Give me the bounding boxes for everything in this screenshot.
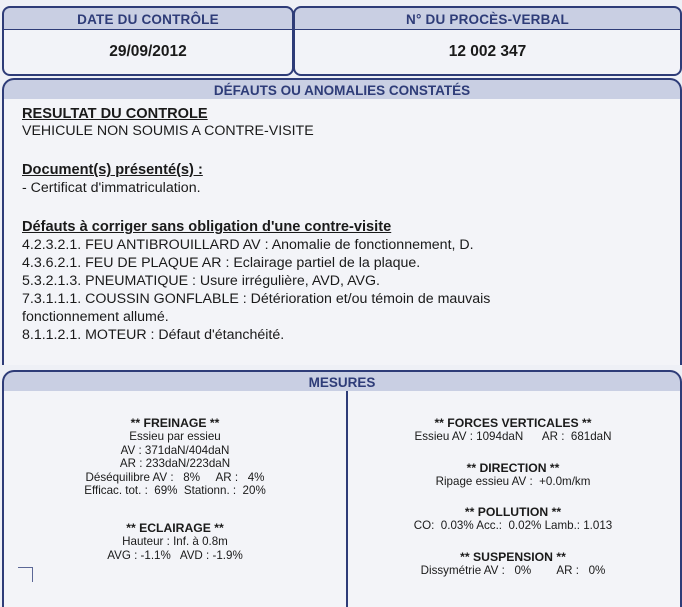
date-label: DATE DU CONTRÔLE — [2, 6, 294, 30]
pv-value: 12 002 347 — [293, 29, 682, 76]
eclairage-line: AVG : -1.1% AVD : -1.9% — [107, 548, 243, 562]
forces-title: ** FORCES VERTICALES ** — [434, 416, 592, 430]
defect-line: fonctionnement allumé. — [22, 309, 169, 325]
pollution-block — [348, 505, 678, 533]
direction-line: Ripage essieu AV : +0.0m/km — [435, 475, 591, 488]
freinage-line: Déséquilibre AV : 8% AR : 4% — [85, 470, 265, 484]
date-value: 29/09/2012 — [2, 29, 294, 76]
result-heading: RESULTAT DU CONTROLE — [22, 106, 208, 122]
defect-line: 4.3.6.2.1. FEU DE PLAQUE AR : Eclairage partiel de la plaque. — [22, 255, 421, 271]
freinage-line: Efficac. tot. : 69% Stationn. : 20% — [84, 484, 266, 497]
direction-title: ** DIRECTION ** — [466, 461, 560, 475]
mesures-section-title: MESURES — [2, 370, 682, 393]
defect-line: 5.3.2.1.3. PNEUMATIQUE : Usure irrégulière, AVD, AVG. — [22, 273, 380, 289]
pollution-line: CO: 0.03% Acc.: 0.02% Lamb.: 1.013 — [413, 519, 613, 532]
freinage-title: ** FREINAGE ** — [130, 416, 220, 430]
defect-line: 8.1.1.2.1. MOTEUR : Défaut d'étanchéité. — [22, 327, 285, 343]
docs-heading: Document(s) présenté(s) : — [22, 162, 203, 178]
defects-panel — [2, 99, 682, 365]
freinage-line: Essieu par essieu — [129, 430, 221, 443]
eclairage-block — [4, 521, 346, 562]
defect-line: 4.2.3.2.1. FEU ANTIBROUILLARD AV : Anomalie de fonctionnement, D. — [22, 237, 474, 253]
pv-label: N° DU PROCÈS-VERBAL — [293, 6, 682, 30]
freinage-line: AR : 233daN/223daN — [119, 457, 231, 470]
corner-mark-icon — [18, 567, 33, 582]
mesures-panel — [2, 391, 682, 607]
docs-item: - Certificat d'immatriculation. — [22, 180, 201, 196]
suspension-block — [348, 550, 678, 578]
suspension-title: ** SUSPENSION ** — [460, 550, 566, 564]
freinage-line: AV : 371daN/404daN — [120, 443, 230, 457]
forces-block — [348, 416, 678, 444]
direction-block — [348, 461, 678, 489]
eclairage-title: ** ECLAIRAGE ** — [126, 521, 224, 535]
freinage-block — [4, 416, 346, 498]
suspension-line: Dissymétrie AV : 0% AR : 0% — [420, 564, 606, 577]
defects-heading: Défauts à corriger sans obligation d'une contre-visite — [22, 219, 392, 235]
result-text: VEHICULE NON SOUMIS A CONTRE-VISITE — [22, 123, 314, 139]
defects-section-title: DÉFAUTS OU ANOMALIES CONSTATÉS — [2, 78, 682, 101]
eclairage-line: Hauteur : Inf. à 0.8m — [122, 535, 228, 548]
pollution-title: ** POLLUTION ** — [464, 505, 562, 519]
forces-line: Essieu AV : 1094daN AR : 681daN — [414, 430, 612, 443]
defect-line: 7.3.1.1.1. COUSSIN GONFLABLE : Détérioration et/ou témoin de mauvais — [22, 291, 491, 307]
